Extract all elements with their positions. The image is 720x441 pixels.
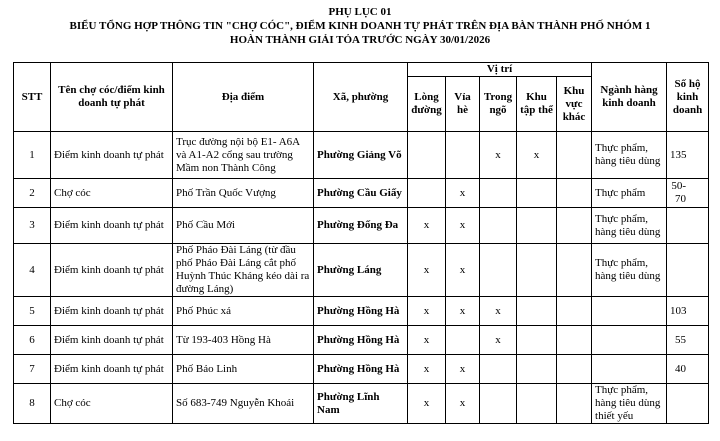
households-cell: 103: [667, 297, 709, 326]
address-cell: Từ 193-403 Hồng Hà: [173, 326, 314, 355]
households-cell: 40: [667, 355, 709, 384]
header-name: Tên chợ cóc/điểm kinh doanh tự phát: [51, 63, 173, 132]
business-cell: [592, 355, 667, 384]
header-business: Ngành hàng kinh doanh: [592, 63, 667, 132]
ward-cell: Phường Hồng Hà: [314, 355, 408, 384]
header-stt: STT: [14, 63, 51, 132]
sidewalk-cell: x: [446, 244, 480, 297]
roadbed-cell: x: [408, 326, 446, 355]
table-row: [14, 384, 709, 424]
table-body: [14, 132, 709, 424]
collective-cell: [517, 244, 557, 297]
alley-cell: x: [480, 326, 517, 355]
stt-cell: 3: [14, 208, 51, 244]
business-cell: Thực phẩm: [592, 179, 667, 208]
name-cell: Điểm kinh doanh tự phát: [51, 132, 173, 179]
header-households: Số hộ kinh doanh: [667, 63, 709, 132]
collective-cell: [517, 384, 557, 424]
households-cell: [667, 244, 709, 297]
address-cell: Phố Phúc xá: [173, 297, 314, 326]
business-cell: Thực phẩm, hàng tiêu dùng thiết yếu: [592, 384, 667, 424]
collective-cell: [517, 326, 557, 355]
name-cell: Điểm kinh doanh tự phát: [51, 355, 173, 384]
other-cell: [557, 244, 592, 297]
market-table: [13, 62, 709, 424]
sidewalk-cell: [446, 132, 480, 179]
table-row: [14, 244, 709, 297]
ward-cell: Phường Láng: [314, 244, 408, 297]
ward-cell: Phường Lĩnh Nam: [314, 384, 408, 424]
alley-cell: [480, 384, 517, 424]
address-cell: Phố Pháo Đài Láng (từ đầu phố Pháo Đài Láng cắt phố Huỳnh Thúc Kháng kéo dài ra đường Láng): [173, 244, 314, 297]
header-ward: Xã, phường: [314, 63, 408, 132]
collective-cell: [517, 208, 557, 244]
roadbed-cell: x: [408, 244, 446, 297]
business-cell: Thực phẩm, hàng tiêu dùng: [592, 244, 667, 297]
address-cell: Trục đường nội bộ E1- A6A và A1-A2 cổng sau trường Mầm non Thành Công: [173, 132, 314, 179]
sidewalk-cell: x: [446, 179, 480, 208]
collective-cell: [517, 355, 557, 384]
ward-cell: Phường Giảng Võ: [314, 132, 408, 179]
table-row: [14, 132, 709, 179]
collective-cell: [517, 297, 557, 326]
other-cell: [557, 384, 592, 424]
header-position: Vị trí: [408, 63, 592, 77]
roadbed-cell: x: [408, 297, 446, 326]
name-cell: Điểm kinh doanh tự phát: [51, 244, 173, 297]
alley-cell: [480, 244, 517, 297]
appendix-title: PHỤ LỤC 01: [328, 6, 392, 18]
name-cell: Chợ cóc: [51, 384, 173, 424]
roadbed-cell: x: [408, 384, 446, 424]
ward-cell: Phường Hồng Hà: [314, 326, 408, 355]
collective-cell: [517, 179, 557, 208]
stt-cell: 8: [14, 384, 51, 424]
roadbed-cell: [408, 179, 446, 208]
households-cell: 55: [667, 326, 709, 355]
sidewalk-cell: x: [446, 355, 480, 384]
other-cell: [557, 132, 592, 179]
name-cell: Điểm kinh doanh tự phát: [51, 297, 173, 326]
stt-cell: 6: [14, 326, 51, 355]
households-cell: [667, 208, 709, 244]
table-row: [14, 297, 709, 326]
document-title: BIỂU TỔNG HỢP THÔNG TIN "CHỢ CÓC", ĐIỂM KINH DOANH TỰ PHÁT TRÊN ĐỊA BÀN THÀNH PHỐ NHÓM 1: [69, 20, 651, 32]
address-cell: Phố Trần Quốc Vượng: [173, 179, 314, 208]
document-subtitle: HOÀN THÀNH GIẢI TỎA TRƯỚC NGÀY 30/01/2026: [229, 34, 491, 46]
alley-cell: [480, 179, 517, 208]
alley-cell: x: [480, 132, 517, 179]
stt-cell: 4: [14, 244, 51, 297]
header-collective: Khu tập thể: [517, 77, 557, 132]
roadbed-cell: [408, 132, 446, 179]
households-cell: [667, 384, 709, 424]
name-cell: Điểm kinh doanh tự phát: [51, 208, 173, 244]
other-cell: [557, 297, 592, 326]
name-cell: Điểm kinh doanh tự phát: [51, 326, 173, 355]
ward-cell: Phường Hồng Hà: [314, 297, 408, 326]
business-cell: Thực phẩm, hàng tiêu dùng: [592, 208, 667, 244]
sidewalk-cell: x: [446, 384, 480, 424]
other-cell: [557, 208, 592, 244]
collective-cell: x: [517, 132, 557, 179]
alley-cell: x: [480, 297, 517, 326]
header-sidewalk: Vỉa hè: [446, 77, 480, 132]
sidewalk-cell: [446, 326, 480, 355]
roadbed-cell: x: [408, 355, 446, 384]
sidewalk-cell: x: [446, 297, 480, 326]
other-cell: [557, 355, 592, 384]
address-cell: Phố Bảo Linh: [173, 355, 314, 384]
households-cell: 135: [667, 132, 709, 179]
header-other: Khu vực khác: [557, 77, 592, 132]
ward-cell: Phường Cầu Giấy: [314, 179, 408, 208]
business-cell: [592, 297, 667, 326]
business-cell: [592, 326, 667, 355]
header-address: Địa điểm: [173, 63, 314, 132]
address-cell: Số 683-749 Nguyễn Khoái: [173, 384, 314, 424]
document-header: [0, 0, 720, 47]
header-alley: Trong ngõ: [480, 77, 517, 132]
roadbed-cell: x: [408, 208, 446, 244]
sidewalk-cell: x: [446, 208, 480, 244]
name-cell: Chợ cóc: [51, 179, 173, 208]
alley-cell: [480, 208, 517, 244]
table-row: [14, 355, 709, 384]
other-cell: [557, 179, 592, 208]
stt-cell: 7: [14, 355, 51, 384]
stt-cell: 2: [14, 179, 51, 208]
stt-cell: 5: [14, 297, 51, 326]
households-cell: 50-70: [667, 179, 709, 208]
business-cell: Thực phẩm, hàng tiêu dùng: [592, 132, 667, 179]
ward-cell: Phường Đống Đa: [314, 208, 408, 244]
table-row: [14, 179, 709, 208]
table-row: [14, 208, 709, 244]
header-roadbed: Lòng đường: [408, 77, 446, 132]
alley-cell: [480, 355, 517, 384]
table-row: [14, 326, 709, 355]
other-cell: [557, 326, 592, 355]
stt-cell: 1: [14, 132, 51, 179]
address-cell: Phố Cầu Mới: [173, 208, 314, 244]
